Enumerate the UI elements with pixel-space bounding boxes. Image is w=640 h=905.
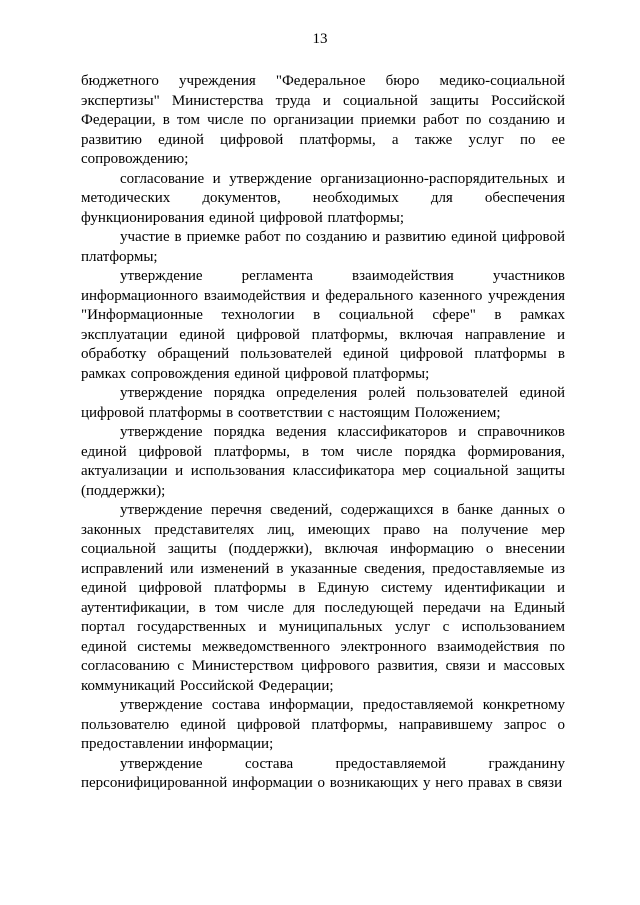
paragraph: участие в приемке работ по созданию и развитию единой цифровой платформы; [81,229,565,265]
paragraph: бюджетного учреждения "Федеральное бюро медико-социальной экспертизы" Министерства труда и социальной защиты Российской Федерации, в том числе по организации приемки работ по созданию и развитию единой цифровой платформы, а также услуг по ее сопровождению; [81,73,565,167]
paragraph: утверждение перечня сведений, содержащихся в банке данных о законных представителях лиц, имеющих право на получение мер социальной защиты (поддержки), включая информацию о внесении исправлений или изменений в указанные сведения, предоставляемые из единой цифровой платформы в Единую систему идентификации и аутентификации, в том числе для последующей передачи на Единый портал государственных и муниципальных услуг с использованием единой системы межведомственного электронного взаимодействия по согласованию с Министерством цифрового развития, связи и массовых коммуникаций Российской Федерации; [81,502,565,694]
paragraph: согласование и утверждение организационно-распорядительных и методических документов, необходимых для обеспечения функционирования единой цифровой платформы; [81,170,565,226]
paragraph: утверждение регламента взаимодействия участников информационного взаимодействия и федерального казенного учреждения "Информационные технологии в социальной сфере" в рамках эксплуатации единой цифровой платформы, включая направление и обработку обращений пользователей единой цифровой платформы в рамках сопровождения единой цифровой платформы; [81,268,565,382]
paragraph: утверждение порядка определения ролей пользователей единой цифровой платформы в соответствии с настоящим Положением; [81,385,565,421]
page-number: 13 [312,31,328,47]
paragraph: утверждение состава информации, предоставляемой конкретному пользователю единой цифровой платформы, направившему запрос о предоставлении информации; [81,697,565,752]
document-body [81,72,565,794]
paragraph: утверждение состава предоставляемой гражданину персонифицированной информации о возникающих у него правах в связи [81,755,565,791]
paragraph: утверждение порядка ведения классификаторов и справочников единой цифровой платформы, в том числе порядка формирования, актуализации и использования классификатора мер социальной защиты (поддержки); [81,424,565,499]
